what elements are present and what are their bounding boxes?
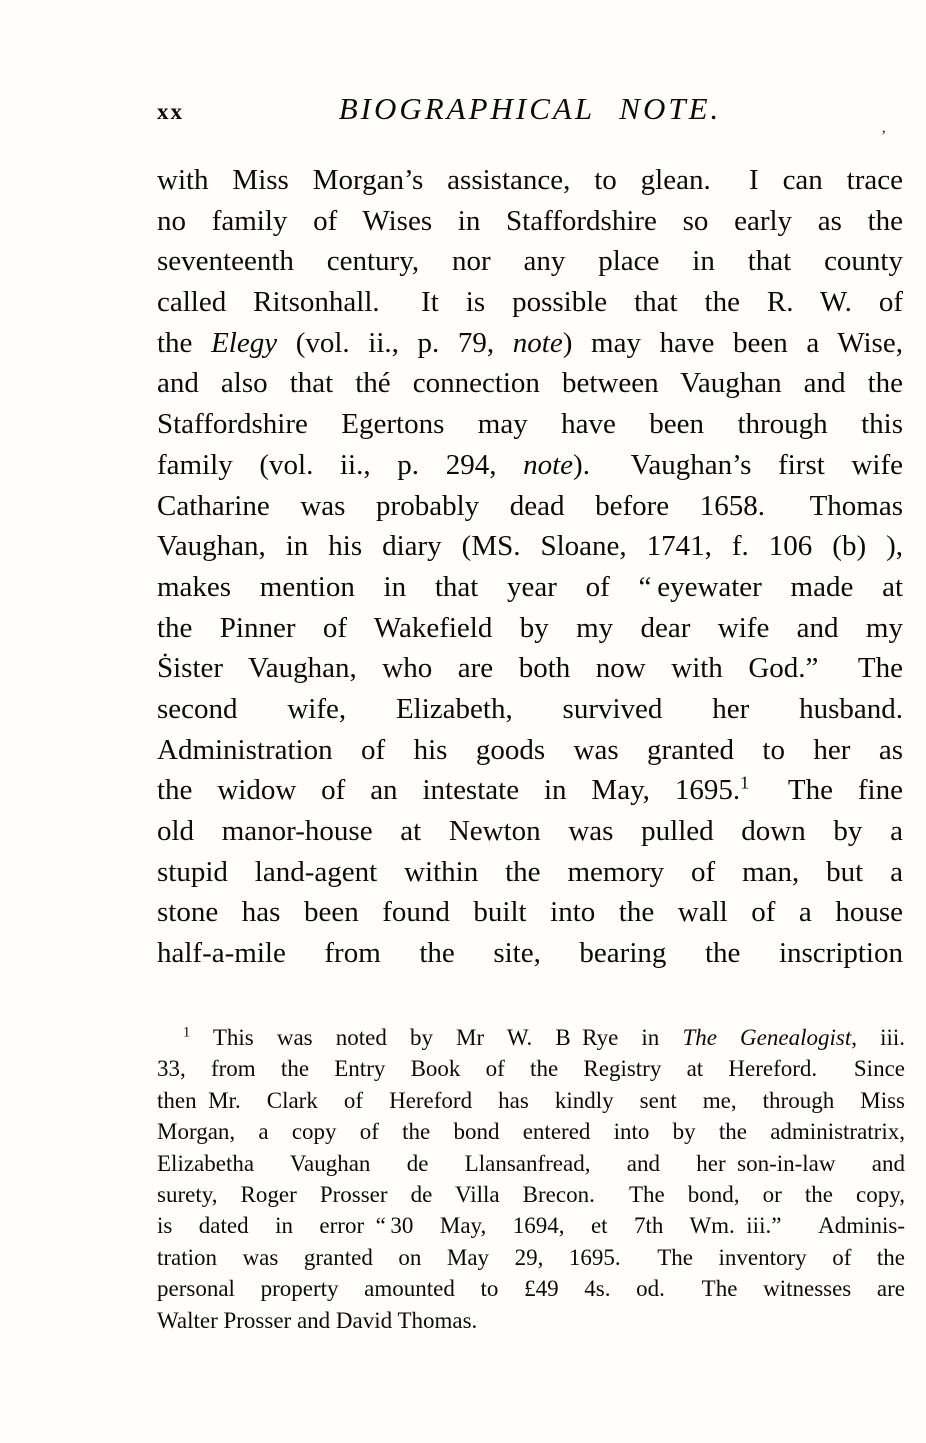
footnote-line: is dated in error “ 30 May, 1694, et 7th Wm. iii.” Adminis-	[157, 1213, 905, 1239]
body-line: the Elegy (vol. ii., p. 79, note) may have been a Wise,	[157, 326, 903, 359]
body-line: with Miss Morgan’s assistance, to glean. I can trace	[157, 164, 903, 196]
page-number: xx	[157, 99, 184, 124]
running-title: BIOGRAPHICAL NOTE.	[338, 91, 722, 126]
body-line: and also that thé connection between Vaughan and the	[157, 367, 903, 400]
body-line: Ṡister Vaughan, who are both now with God.” The	[157, 652, 903, 685]
body-line: Catharine was probably dead before 1658. Thomas	[157, 489, 903, 522]
body-paragraph	[157, 160, 903, 974]
footnote	[157, 1022, 905, 1336]
body-line: stone has been found built into the wall of a house	[157, 896, 903, 929]
footnote-line: Morgan, a copy of the bond entered into by the administratrix,	[157, 1119, 905, 1145]
footnote-line: Elizabetha Vaughan de Llansanfread, and her son-in-law and	[157, 1150, 905, 1176]
body-line: makes mention in that year of “ eyewater made at	[157, 570, 903, 603]
body-line: half-a-mile from the site, bearing the inscription	[157, 937, 903, 970]
body-line: the Pinner of Wakefield by my dear wife and my	[157, 611, 903, 644]
body-line: old manor-house at Newton was pulled down by a	[157, 815, 903, 847]
footnote-line: tration was granted on May 29, 1695. The inventory of the	[157, 1244, 905, 1270]
body-line: stupid land-agent within the memory of man, but a	[157, 855, 903, 888]
body-line: seventeenth century, nor any place in that county	[157, 245, 903, 278]
body-line: family (vol. ii., p. 294, note). Vaughan’s first wife	[157, 448, 903, 481]
footnote-line: Walter Prosser and David Thomas.	[157, 1307, 478, 1333]
footnote-line: 33, from the Entry Book of the Registry at Hereford. Since	[157, 1056, 905, 1082]
ink-speck: ’	[881, 128, 887, 145]
body-line: Vaughan, in his diary (MS. Sloane, 1741, f. 106 (b) ),	[157, 530, 903, 563]
running-header	[157, 93, 903, 133]
footnote-line: surety, Roger Prosser de Villa Brecon. The bond, or the copy,	[157, 1181, 905, 1207]
body-line: Staffordshire Egertons may have been through this	[157, 408, 903, 441]
body-line: second wife, Elizabeth, survived her husband.	[157, 692, 903, 725]
footnote-line: then Mr. Clark of Hereford has kindly sent me, through Miss	[157, 1087, 905, 1113]
body-line: Administration of his goods was granted to her as	[157, 733, 903, 766]
body-line: the widow of an intestate in May, 1695.$^1$ The fine	[157, 772, 903, 807]
footnote-line: personal property amounted to £49 4s. od. The witnesses are	[157, 1276, 905, 1302]
body-line: no family of Wises in Staffordshire so early as the	[157, 204, 903, 237]
body-line: called Ritsonhall. It is possible that the R. W. of	[157, 286, 903, 319]
footnote-line: $^1$ This was noted by Mr W. B Rye in The Genealogist, iii.	[183, 1024, 905, 1050]
